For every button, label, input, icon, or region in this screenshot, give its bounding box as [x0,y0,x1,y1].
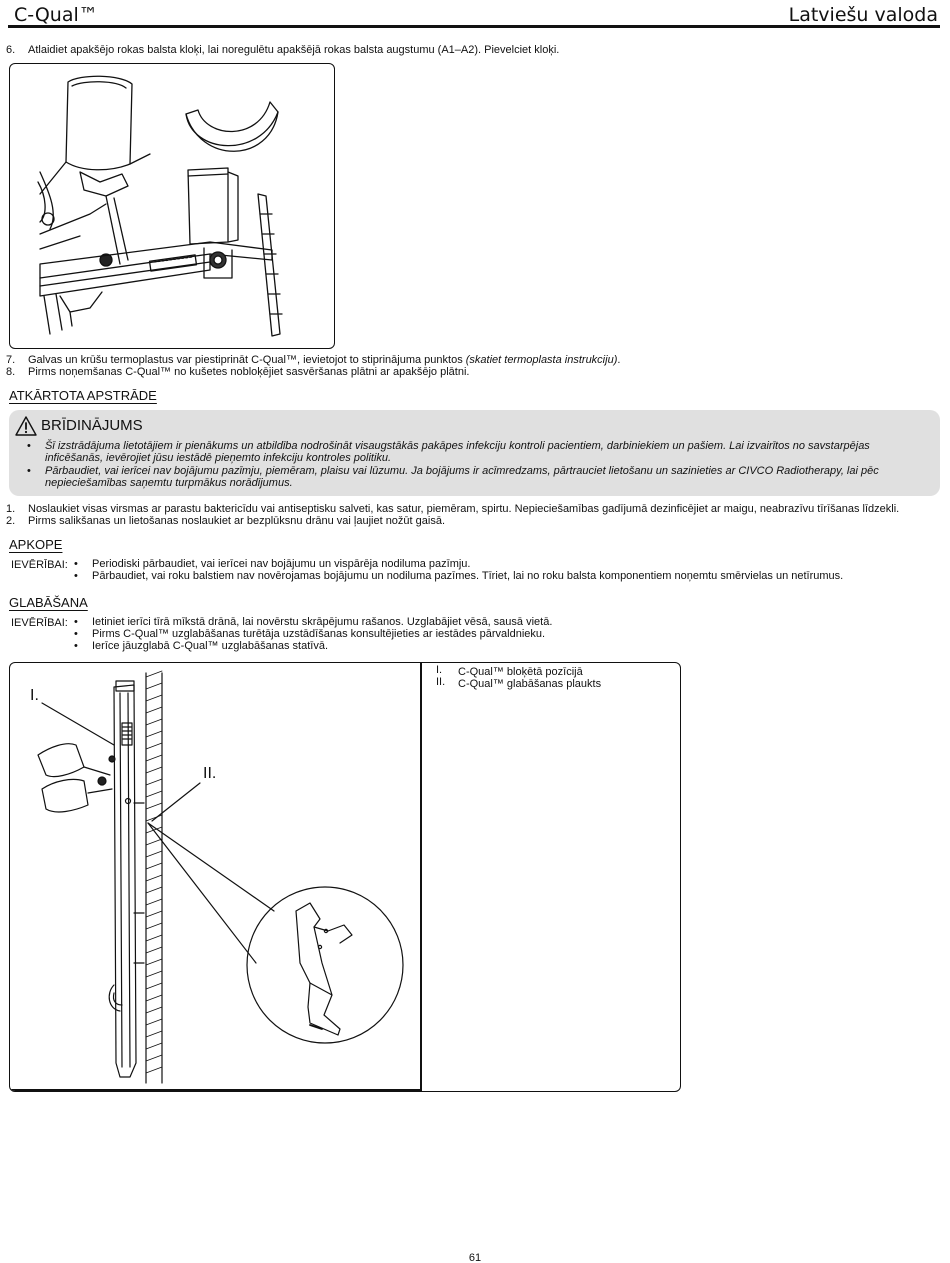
legend-label: C-Qual™ glabāšanas plaukts [458,678,602,690]
maintenance-note-list [74,558,843,582]
section-title-reprocessing: ATKĀRTOTA APSTRĀDE [9,388,157,403]
storage-illustration [10,663,420,1091]
legend-label: C-Qual™ bloķētā pozīcijā [458,666,583,678]
legend-roman: I. [436,664,443,676]
step-text-main: Galvas un krūšu termoplastus var piestiprināt C-Qual™, ievietojot to stiprinājuma punktos [28,354,466,366]
warning-item: • Šī izstrādājuma lietotājiem ir pienākums un atbildība nodrošināt visaugstākās pakāpes infekciju kontroli pacientiem, darbiniekiem un pašiem. Lai izvairītos no savstarpējas inficēšanās, ievērojiet jūsu iestādē pieņemto infekciju kontroles politiku. [27,440,917,464]
product-name: C-Qual™ [14,4,98,26]
armrest-adjustment-figure [9,63,335,349]
storage-note-item: • Pirms C-Qual™ uzglabāšanas turētāja uzstādīšanas konsultējieties ar iestādes pārvaldnieku. [74,628,552,640]
warning-item: • Pārbaudiet, vai ierīcei nav bojājumu pazīmju, piemēram, plaisu vai lūzumu. Ja bojājums ir acīmredzams, pārtrauciet lietošanu un sazinieties ar CIVCO Radiotherapy, lai pēc nepieciešamības saņemtu turpmākus norādījumus. [27,465,917,489]
reprocessing-step-2 [6,515,446,527]
legend-roman: II. [436,676,446,688]
storage-note-item: • Ierīce jāuzglabā C-Qual™ uzglabāšanas statīvā. [74,640,552,652]
storage-note-label: IEVĒRĪBAI: [11,617,68,629]
callout-label: I. [30,687,39,704]
step-text: Noslaukiet visas virsmas ar parastu baktericīdu vai antiseptisku salveti, kas satur, piemēram, spirtu. Nepieciešamības gadījumā dezinficējiet ar maigu, neabrazīvu tīrīšanas līdzekli. [28,503,900,515]
step-6 [6,44,560,56]
step-7 [6,354,621,366]
step-text-reference: (skatiet termoplasta instrukciju) [465,354,618,366]
step-text-end: . [617,354,621,366]
step-text: Atlaidiet apakšējo rokas balsta kloķi, lai noregulētu apakšējā rokas balsta augstumu (A1–A2). Pievelciet kloķi. [28,44,560,56]
warning-triangle-icon [15,416,37,436]
warning-box [9,410,940,496]
warning-list [27,440,917,490]
armrest-illustration [10,64,335,349]
step-text: Pirms salikšanas un lietošanas noslaukiet ar bezplūksnu drānu vai ļaujiet nožūt gaisā. [28,515,446,527]
maintenance-note-item: • Pārbaudiet, vai roku balstiem nav novērojamas bojājumu un nodiluma pazīmes. Tīriet, lai no roku balsta komponentiem noņemtu smērvielas un netīrumus. [74,570,843,582]
figure-divider [420,663,422,1092]
page-header [8,4,940,28]
step-number: 6. [6,44,16,56]
storage-note-list [74,616,552,652]
section-title-storage: GLABĀŠANA [9,595,88,610]
language-label: Latviešu valoda [788,4,938,26]
storage-note-item: • Ietiniet ierīci tīrā mīkstā drānā, lai novērstu skrāpējumu rašanos. Uzglabājiet vēsā, sausā vietā. [74,616,552,628]
storage-figure [9,662,681,1092]
step-text: Pirms noņemšanas C-Qual™ no kušetes nobloķējiet sasvēršanas plātni ar apakšējo plātni. [28,366,470,378]
reprocessing-step-1 [6,503,900,515]
maintenance-note-label: IEVĒRĪBAI: [11,559,68,571]
page-number: 61 [468,1252,482,1263]
step-number: 2. [6,515,16,527]
warning-title: BRĪDINĀJUMS [41,417,143,434]
step-number: 7. [6,354,16,366]
step-text [28,354,620,366]
maintenance-note-item: • Periodiski pārbaudiet, vai ierīcei nav bojājumu un vispārēja nodiluma pazīmju. [74,558,843,570]
section-title-maintenance: APKOPE [9,537,63,552]
callout-label: II. [203,765,217,782]
step-number: 8. [6,366,16,378]
step-number: 1. [6,503,16,515]
step-8 [6,366,470,378]
